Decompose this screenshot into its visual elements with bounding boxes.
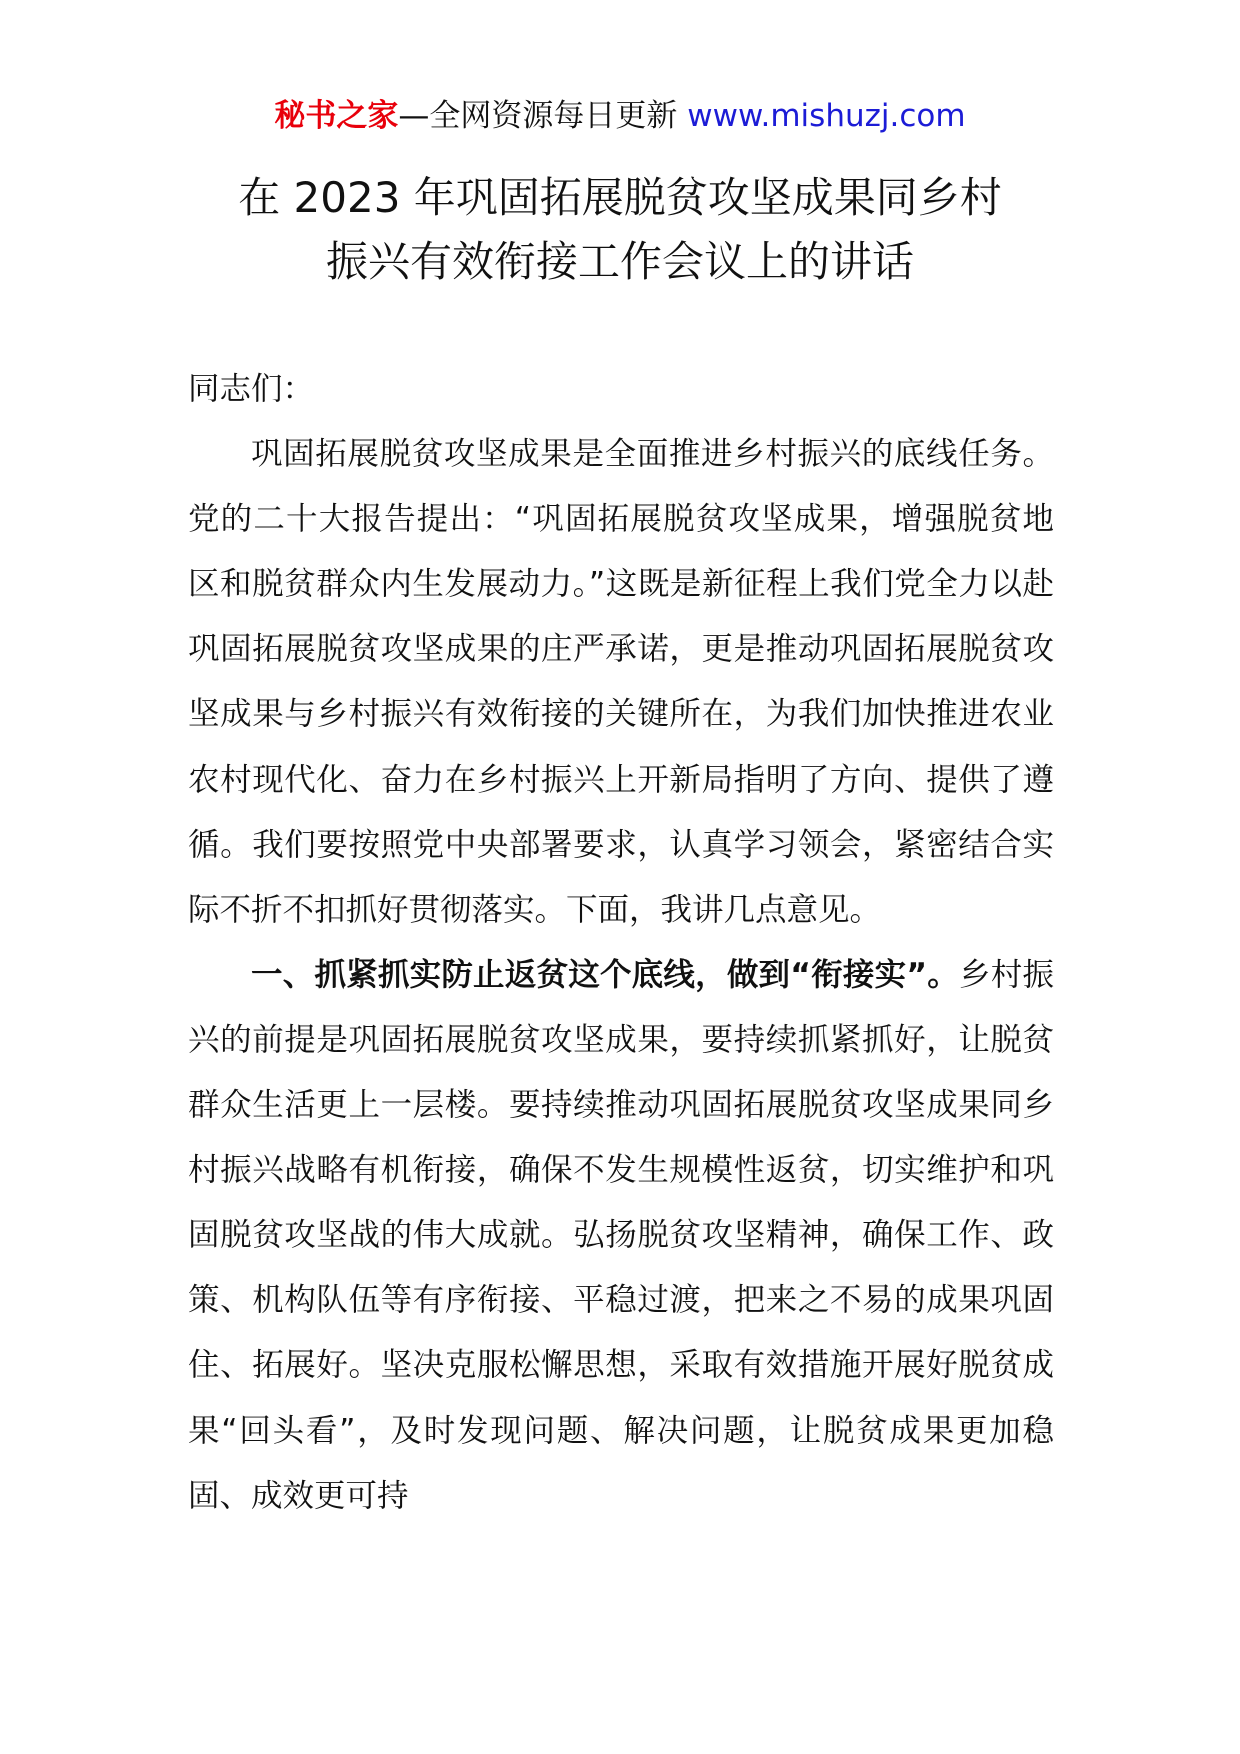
section-heading-1: 一、抓紧抓实防止返贫这个底线，做到“衔接实”。 bbox=[251, 956, 960, 993]
document-body bbox=[188, 357, 1054, 1529]
title-line-2: 振兴有效衔接工作会议上的讲话 bbox=[325, 237, 914, 286]
site-banner bbox=[0, 96, 1240, 136]
paragraph-section-1 bbox=[188, 943, 1054, 1529]
site-brand: 秘书之家 bbox=[274, 98, 399, 134]
site-slogan: —全网资源每日更新 bbox=[398, 98, 688, 134]
paragraph-intro: 巩固拓展脱贫攻坚成果是全面推进乡村振兴的底线任务。党的二十大报告提出：“巩固拓展脱贫攻坚成果，增强脱贫地区和脱贫群众内生发展动力。”这既是新征程上我们党全力以赴巩固拓展脱贫攻坚成果的庄严承诺，更是推动巩固拓展脱贫攻坚成果与乡村振兴有效衔接的关键所在，为我们加快推进农业农村现代化、奋力在乡村振兴上开新局指明了方向、提供了遵循。我们要按照党中央部署要求，认真学习领会，紧密结合实际不折不扣抓好贯彻落实。下面，我讲几点意见。 bbox=[188, 436, 1054, 928]
title-line-1: 在 2023 年巩固拓展脱贫攻坚成果同乡村 bbox=[238, 173, 1002, 222]
greeting: 同志们： bbox=[188, 371, 315, 407]
section-body-1: 乡村振兴的前提是巩固拓展脱贫攻坚成果，要持续抓紧抓好，让脱贫群众生活更上一层楼。要持续推动巩固拓展脱贫攻坚成果同乡村振兴战略有机衔接，确保不发生规模性返贫，切实维护和巩固脱贫攻坚战的伟大成就。弘扬脱贫攻坚精神，确保工作、政策、机构队伍等有序衔接、平稳过渡，把来之不易的成果巩固住、拓展好。坚决克服松懈思想，采取有效措施开展好脱贫成果“回头看”，及时发现问题、解决问题，让脱贫成果更加稳固、成效更可持 bbox=[188, 956, 1054, 1514]
document-title bbox=[0, 166, 1240, 294]
site-url-link[interactable]: www.mishuzj.com bbox=[687, 98, 966, 134]
